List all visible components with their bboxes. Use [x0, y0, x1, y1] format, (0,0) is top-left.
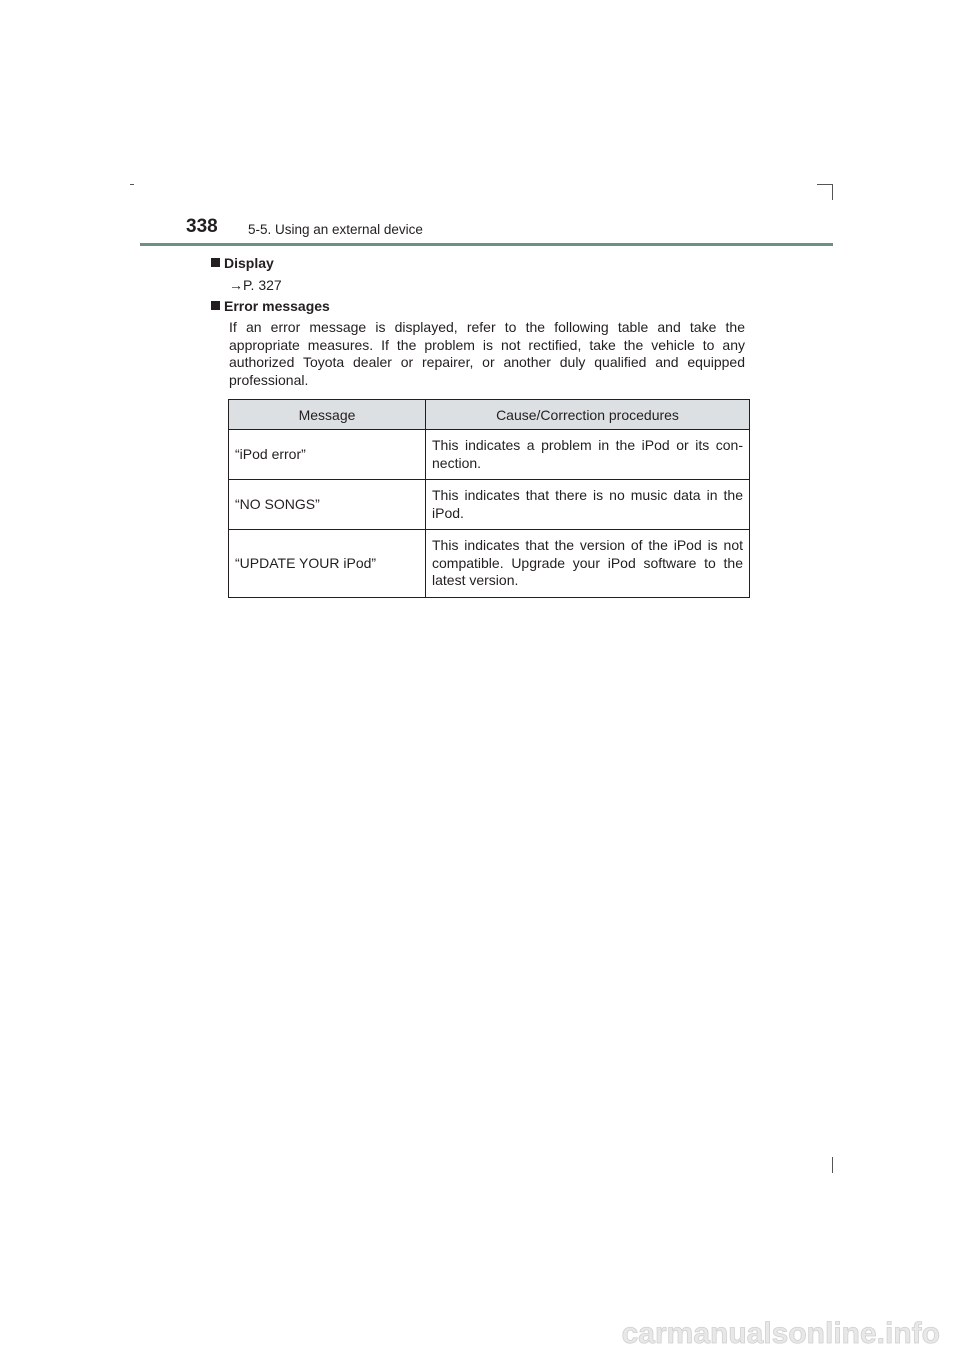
watermark-logo [610, 1310, 950, 1354]
column-header-message: Message [229, 400, 426, 430]
error-messages-intro: If an error message is displayed, refer to the following table and take the appropriate measures. If the problem is not rectified, take the vehicle to any authorized Toyota dealer or repairer, or another duly qualified and equipped professional. [229, 319, 745, 388]
square-bullet-icon [211, 301, 220, 310]
display-page-reference[interactable]: →P. 327 [229, 277, 282, 293]
table-row [229, 480, 750, 530]
column-header-cause: Cause/Correction procedures [426, 400, 750, 430]
page-number: 338 [186, 216, 218, 237]
error-messages-heading [211, 298, 330, 314]
error-message-table [228, 399, 750, 598]
message-cell: “NO SONGS” [229, 480, 426, 530]
svg-text:carmanualsonline.info: carmanualsonline.info [621, 1317, 940, 1350]
cause-cell: This indicates that the version of the iPod is not compatible. Upgrade your iPod software to the latest version. [426, 530, 750, 598]
cause-cell: This indicates a problem in the iPod or its con-nection. [426, 430, 750, 480]
table-row [229, 530, 750, 598]
display-heading [211, 255, 274, 271]
message-cell: “UPDATE YOUR iPod” [229, 530, 426, 598]
section-title: 5-5. Using an external device [248, 222, 423, 237]
table-header-row [229, 400, 750, 430]
square-bullet-icon [211, 258, 220, 267]
display-heading-text: Display [224, 255, 274, 271]
crop-mark-top-left [130, 184, 134, 185]
crop-mark-top-right-v [832, 184, 833, 200]
header-rule [140, 243, 833, 246]
crop-mark-bottom-right-v [832, 1157, 833, 1173]
crop-mark-top-right-h [817, 184, 833, 185]
message-cell: “iPod error” [229, 430, 426, 480]
cause-cell: This indicates that there is no music data in the iPod. [426, 480, 750, 530]
error-messages-heading-text: Error messages [224, 298, 330, 314]
table-row [229, 430, 750, 480]
